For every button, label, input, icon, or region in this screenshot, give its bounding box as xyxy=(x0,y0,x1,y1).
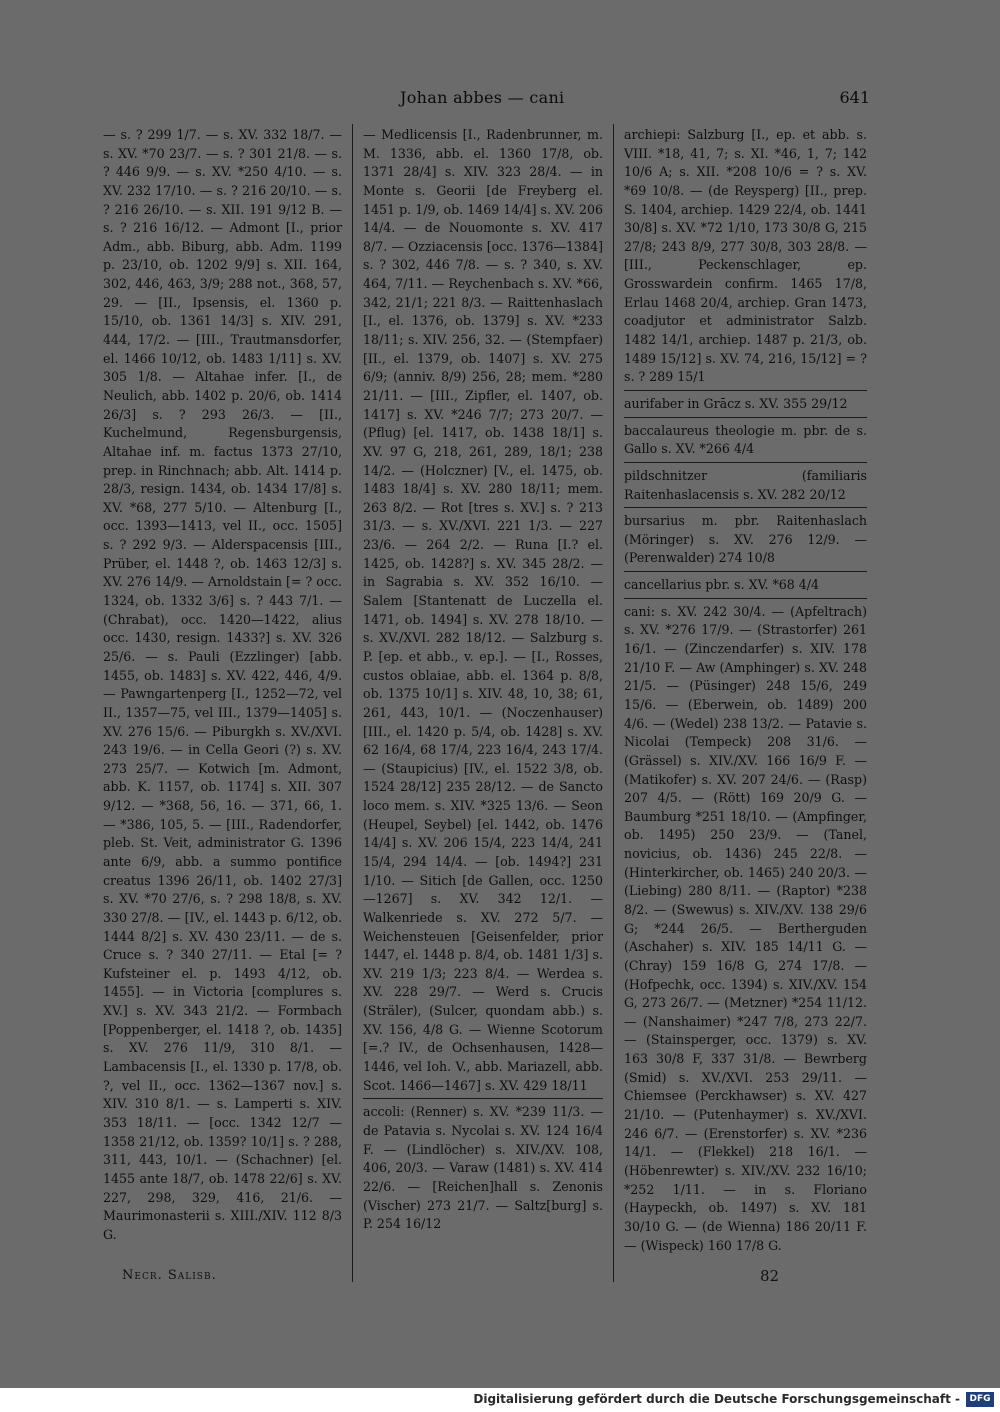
paragraph-text: — s. ? 299 1/7. — s. XV. 332 18/7. — s. XV. *70 23/7. — s. ? 301 21/8. — s. ? 446 9/9. — s. XV. *250 4/10. — s. XV. 232 17/10. — s. ? 216 20/10. — s. ? 216 26/10. — s. XII. 191 9/12 B. — s. ? 216 16/12. — Admont [I., prior Adm., abb. Biburg, abb. Adm. 1199 p. 23/10, ob. 1202 9/9] s. XII. 164, 302, 446, 463, 3/9; 288 not., 368, 57, 29. — [II., Ipsensis, el. 1360 p. 15/10, ob. 1361 14/3] s. XIV. 291, 444, 17/2. — [III., Trautmansdorfer, el. 1466 10/12, ob. 1483 1/11] s. XV. 305 1/8. — Altahae infer. [I., de Neulich, abb. 1402 p. 20/6, ob. 1414 26/3] s. ? 293 26/3. — [II., Kuchelmund, Regensburgensis, Altahae inf. m. factus 1373 27/10, prep. in Rinchnach; abb. Alt. 1414 p. 28/3, resign. 1434, ob. 1434 17/8] s. XV. *68, 277 5/10. — Altenburg [I., occ. 1393—1413, vel II., occ. 1505] s. ? 292 9/3. — Alderspacensis [III., Prüber, el. 1448 ?, ob. 1463 12/3] s. XV. 276 14/9. — Arnoldstain [= ? occ. 1324, ob. 1332 3/6] s. ? 443 7/1. — (Chrabat), occ. 1420—1422, alius occ. 1430, resign. 1433?] s. XV. 326 25/6. — s. Pauli (Ezzlinger) [abb. 1455, ob. 1483] s. XV. 422, 446, 4/9. — Pawngartenperg [I., 1252—72, vel II., 1357—75, vel III., 1379—1405] s. XV. 276 15/6. — Piburgkh s. XV./XVI. 243 19/6. — in Cella Geori (?) s. XV. 273 25/7. — Kotwich [m. Admont, abb. K. 1157, ob. 1174] s. XII. 307 9/12. — *368, 56, 16. — 371, 66, 1. — *386, 105, 5. — [III., Radendorfer, pleb. St. Veit, administrator G. 1396 ante 6/9, abb. a summo pontifice creatus 1396 26/11, ob. 1402 27/3] s. XV. *70 27/6, s. ? 298 18/8, s. XV. 330 27/8. — [IV., el. 1443 p. 6/12, ob. 1444 8/2] s. XV. 430 23/11. — de s. Cruce s. ? 340 27/11. — Etal [= ? Kufsteiner el. p. 1493 4/12, ob. 1455]. — in Victoria [complures s. XV.] s. XV. 343 21/2. — Formbach [Poppenberger, el. 1418 ?, ob. 1435] s. XV. 276 11/9, 310 8/1. — Lambacensis [I., el. 1330 p. 17/8, ob. ?, vel II., occ. 1362—1367 nov.] s. XIV. 310 8/1. — s. Lamperti s. XIV. 353 18/11. — [occ. 1342 12/7 — 1358 21/12, ob. 1359? 10/1] s. ? 288, 311, 443, 10/1. — (Schachner) [el. 1455 ante 18/7, ob. 1478 22/6] s. XV. 227, 298, 329, 416, 21/6. — Maurimonasterii s. XIII./XIV. 112 8/3 G. xyxy=(103,127,342,1242)
funding-credit-text: Digitalisierung gefördert durch die Deutsche Forschungsgemeinschaft - xyxy=(473,1392,960,1406)
column-paragraph xyxy=(624,395,867,414)
paragraph-text: aurifaber in Grācz s. XV. 355 29/12 xyxy=(624,395,848,411)
entry-separator xyxy=(624,417,867,418)
entry-separator xyxy=(624,390,867,391)
entry-separator xyxy=(363,1098,603,1099)
paragraph-text: — Medlicensis [I., Radenbrunner, m. M. 1336, abb. el. 1360 17/8, ob. 1371 28/4] s. XIV. 323 28/4. — in Monte s. Georii [de Freyberg el. 1451 p. 1/9, ob. 1469 14/4] s. XV. 206 14/4. — de Nouomonte s. XV. 417 8/7. — Ozziacensis [occ. 1376—1384] s. ? 302, 446 7/8. — s. ? 340, s. XV. 464, 7/11. — Reychenbach s. XV. *66, 342, 21/1; 221 8/3. — Raittenhaslach [I., el. 1376, ob. 1379] s. XV. *233 18/11; s. XIV. 256, 32. — (Stempfaer) [II., el. 1379, ob. 1407] s. XV. 275 6/9; (anniv. 8/9) 256, 28; mem. *280 21/11. — [III., Zipfler, el. 1407, ob. 1417] s. XV. *246 7/7; 273 20/7. — (Pflug) [el. 1417, ob. 1438 18/1] s. XV. 97 G, 218, 261, 289, 18/1; 238 14/2. — (Holczner) [V., el. 1475, ob. 1483 18/4] s. XV. 280 18/11; mem. 263 8/2. — Rot [tres s. XV.] s. ? 213 31/3. — s. XV./XVI. 221 1/3. — 227 23/6. — 264 2/2. — Runa [I.? el. 1425, ob. 1428?] s. XV. 345 28/2. — in Sagrabia s. XV. 352 16/10. — Salem [Stantenatt de Luczella el. 1471, ob. 1494] s. XV. 278 18/10. — s. XV./XVI. 282 18/12. — Salzburg s. P. [ep. et abb., v. ep.]. — [I., Rosses, custos oblaiae, abb. el. 1364 p. 8/8, ob. 1375 10/1] s. XIV. 48, 10, 38; 61, 261, 443, 10/1. — (Noczenhauser) [III., el. 1420 p. 5/4, ob. 1428] s. XV. 62 16/4, 68 17/4, 223 16/4, 243 17/4. — (Staupicius) [IV., el. 1522 3/8, ob. 1524 28/12] 235 28/12. — de Sancto loco mem. s. XIV. *325 13/6. — Seon (Heupel, Seybel) [el. 1442, ob. 1476 14/4] s. XV. 206 15/4, 223 14/4, 241 15/4, 294 14/4. — [ob. 1494?] 231 1/10. — Sitich [de Gallen, occ. 1250 —1267] s. XV. 342 12/1. — Walkenriede s. XV. 272 5/7. — Weichensteuen [Geisenfelder, prior 1447, el. 1448 p. 8/4, ob. 1481 1/3] s. XV. 219 1/3; 223 8/4. — Werdea s. XV. 228 29/7. — Werd s. Crucis (Sträler), (Sulcer, quondam abb.) s. XV. 156, 4/8 G. — Wienne Scotorum [=.? IV., de Ochsenhausen, 1428—1446, vel Ioh. V., abb. Mariazell, abb. Scot. 1466—1467] s. XV. 429 18/11 xyxy=(363,127,603,1093)
column-paragraph xyxy=(624,422,867,459)
text-column-2 xyxy=(363,126,603,1266)
funding-credit-bar xyxy=(0,1388,1000,1412)
paragraph-text: archiepi: Salzburg [I., ep. et abb. s. VIII. *18, 41, 7; s. XI. *46, 1, 7; 142 10/6 A; s. XII. *208 10/6 = ? s. XV. *69 10/8. — (de Reysperg) [II., prep. S. 1404, archiep. 1429 22/4, ob. 1441 30/8] s. XV. *72 1/10, 173 30/8 G, 215 27/8; 243 8/9, 277 30/8, 303 28/8. — [III., Peckenschlager, ep. Grosswardein confirm. 1465 17/8, Erlau 1468 20/4, archiep. Gran 1473, coadjutor et administrator Salzb. 1482 14/1, archiep. 1487 p. 21/3, ob. 1489 15/12] s. XV. 74, 216, 15/12] = ? s. ? 289 15/1 xyxy=(624,127,867,385)
column-paragraph xyxy=(624,512,867,568)
entry-separator xyxy=(624,571,867,572)
text-column-1 xyxy=(103,126,342,1266)
column-paragraph xyxy=(624,576,867,595)
column-paragraph xyxy=(363,126,603,1095)
paragraph-text: baccalaureus theologie m. pbr. de s. Gallo s. XV. *266 4/4 xyxy=(624,422,867,457)
column-divider xyxy=(613,124,614,1282)
running-title: Johan abbes — cani xyxy=(400,88,565,107)
paragraph-text: accoli: (Renner) s. XV. *239 11/3. — de Patavia s. Nycolai s. XV. 124 16/4 F. — (Lindlöcher) s. XIV./XV. 108, 406, 20/3. — Varaw (1481) s. XV. 414 22/6. — [Reichen]hall s. Zenonis (Vischer) 273 21/7. — Saltz[burg] s. P. 254 16/12 xyxy=(363,1104,603,1232)
entry-separator xyxy=(624,462,867,463)
column-divider xyxy=(352,124,353,1282)
column-paragraph xyxy=(624,467,867,504)
page-number: 641 xyxy=(839,88,870,107)
column-paragraph xyxy=(624,126,867,387)
paragraph-text: cancellarius pbr. s. XV. *68 4/4 xyxy=(624,577,820,593)
column-paragraph xyxy=(363,1103,603,1233)
paragraph-text: cani: s. XV. 242 30/4. — (Apfeltrach) s. XV. *276 17/9. — (Strastorfer) 261 16/1. — (Zinczendarfer) s. XIV. 178 21/10 F. — Aw (Amphinger) s. XV. 248 21/5. — (Püsinger) 248 15/6, 249 15/6. — (Eberwein, ob. 1489) 200 4/6. — (Wedel) 238 13/2. — Patavie s. Nicolai (Tempeck) 208 31/6. — (Grässel) s. XIV./XV. 166 16/9 F. — (Matikofer) s. XV. 207 24/6. — (Rasp) 207 4/5. — (Rött) 169 20/9 G. — Baumburg *251 18/10. — (Ampfinger, ob. 1495) 250 23/9. — (Tanel, novicius, ob. 1436) 245 22/8. — (Hinterkircher, ob. 1465) 240 20/3. — (Liebing) 280 8/11. — (Raptor) *238 8/2. — (Swewus) s. XIV./XV. 138 29/6 G; *244 26/5. — Bertherguden (Aschaher) s. XIV. 185 14/11 G. — (Chray) 159 16/8 G, 274 17/8. — (Hofpechk, occ. 1394) s. XIV./XV. 154 G, 273 26/7. — (Metzner) *254 11/12. — (Nanshaimer) *247 7/8, 273 22/7. — (Stainsperger, occ. 1379) s. XV. 163 30/8 F, 337 31/8. — Bewrberg (Smid) s. XV./XVI. 253 29/11. — Chiemsee (Perckhawser) s. XV. 427 21/10. — (Putenhaymer) s. XV./XVI. 246 6/7. — (Erenstorfer) s. XV. *236 14/1. — (Flekkel) 218 16/1. — (Höbenrewter) s. XIV./XV. 232 16/10; *252 1/11. — in s. Floriano (Haypeckh, ob. 1497) s. XV. 181 30/10 G. — (de Wienna) 186 20/11 F. — (Wispeck) 160 17/8 G. xyxy=(624,603,867,1253)
signature-mark: Necr. Salisb. xyxy=(122,1268,217,1283)
entry-separator xyxy=(624,598,867,599)
paragraph-text: pildschnitzer (familiaris Raitenhaslacensis s. XV. 282 20/12 xyxy=(624,467,867,502)
entry-separator xyxy=(624,507,867,508)
paragraph-text: bursarius m. pbr. Raitenhaslach (Möringer) s. XV. 276 12/9. — (Perenwalder) 274 10/8 xyxy=(624,513,867,566)
column-paragraph xyxy=(624,603,867,1255)
text-column-3 xyxy=(624,126,867,1266)
sheet-number: 82 xyxy=(760,1267,780,1285)
page-header xyxy=(100,88,870,112)
column-paragraph xyxy=(103,126,342,1244)
dfg-logo-icon[interactable]: DFG xyxy=(966,1392,994,1407)
